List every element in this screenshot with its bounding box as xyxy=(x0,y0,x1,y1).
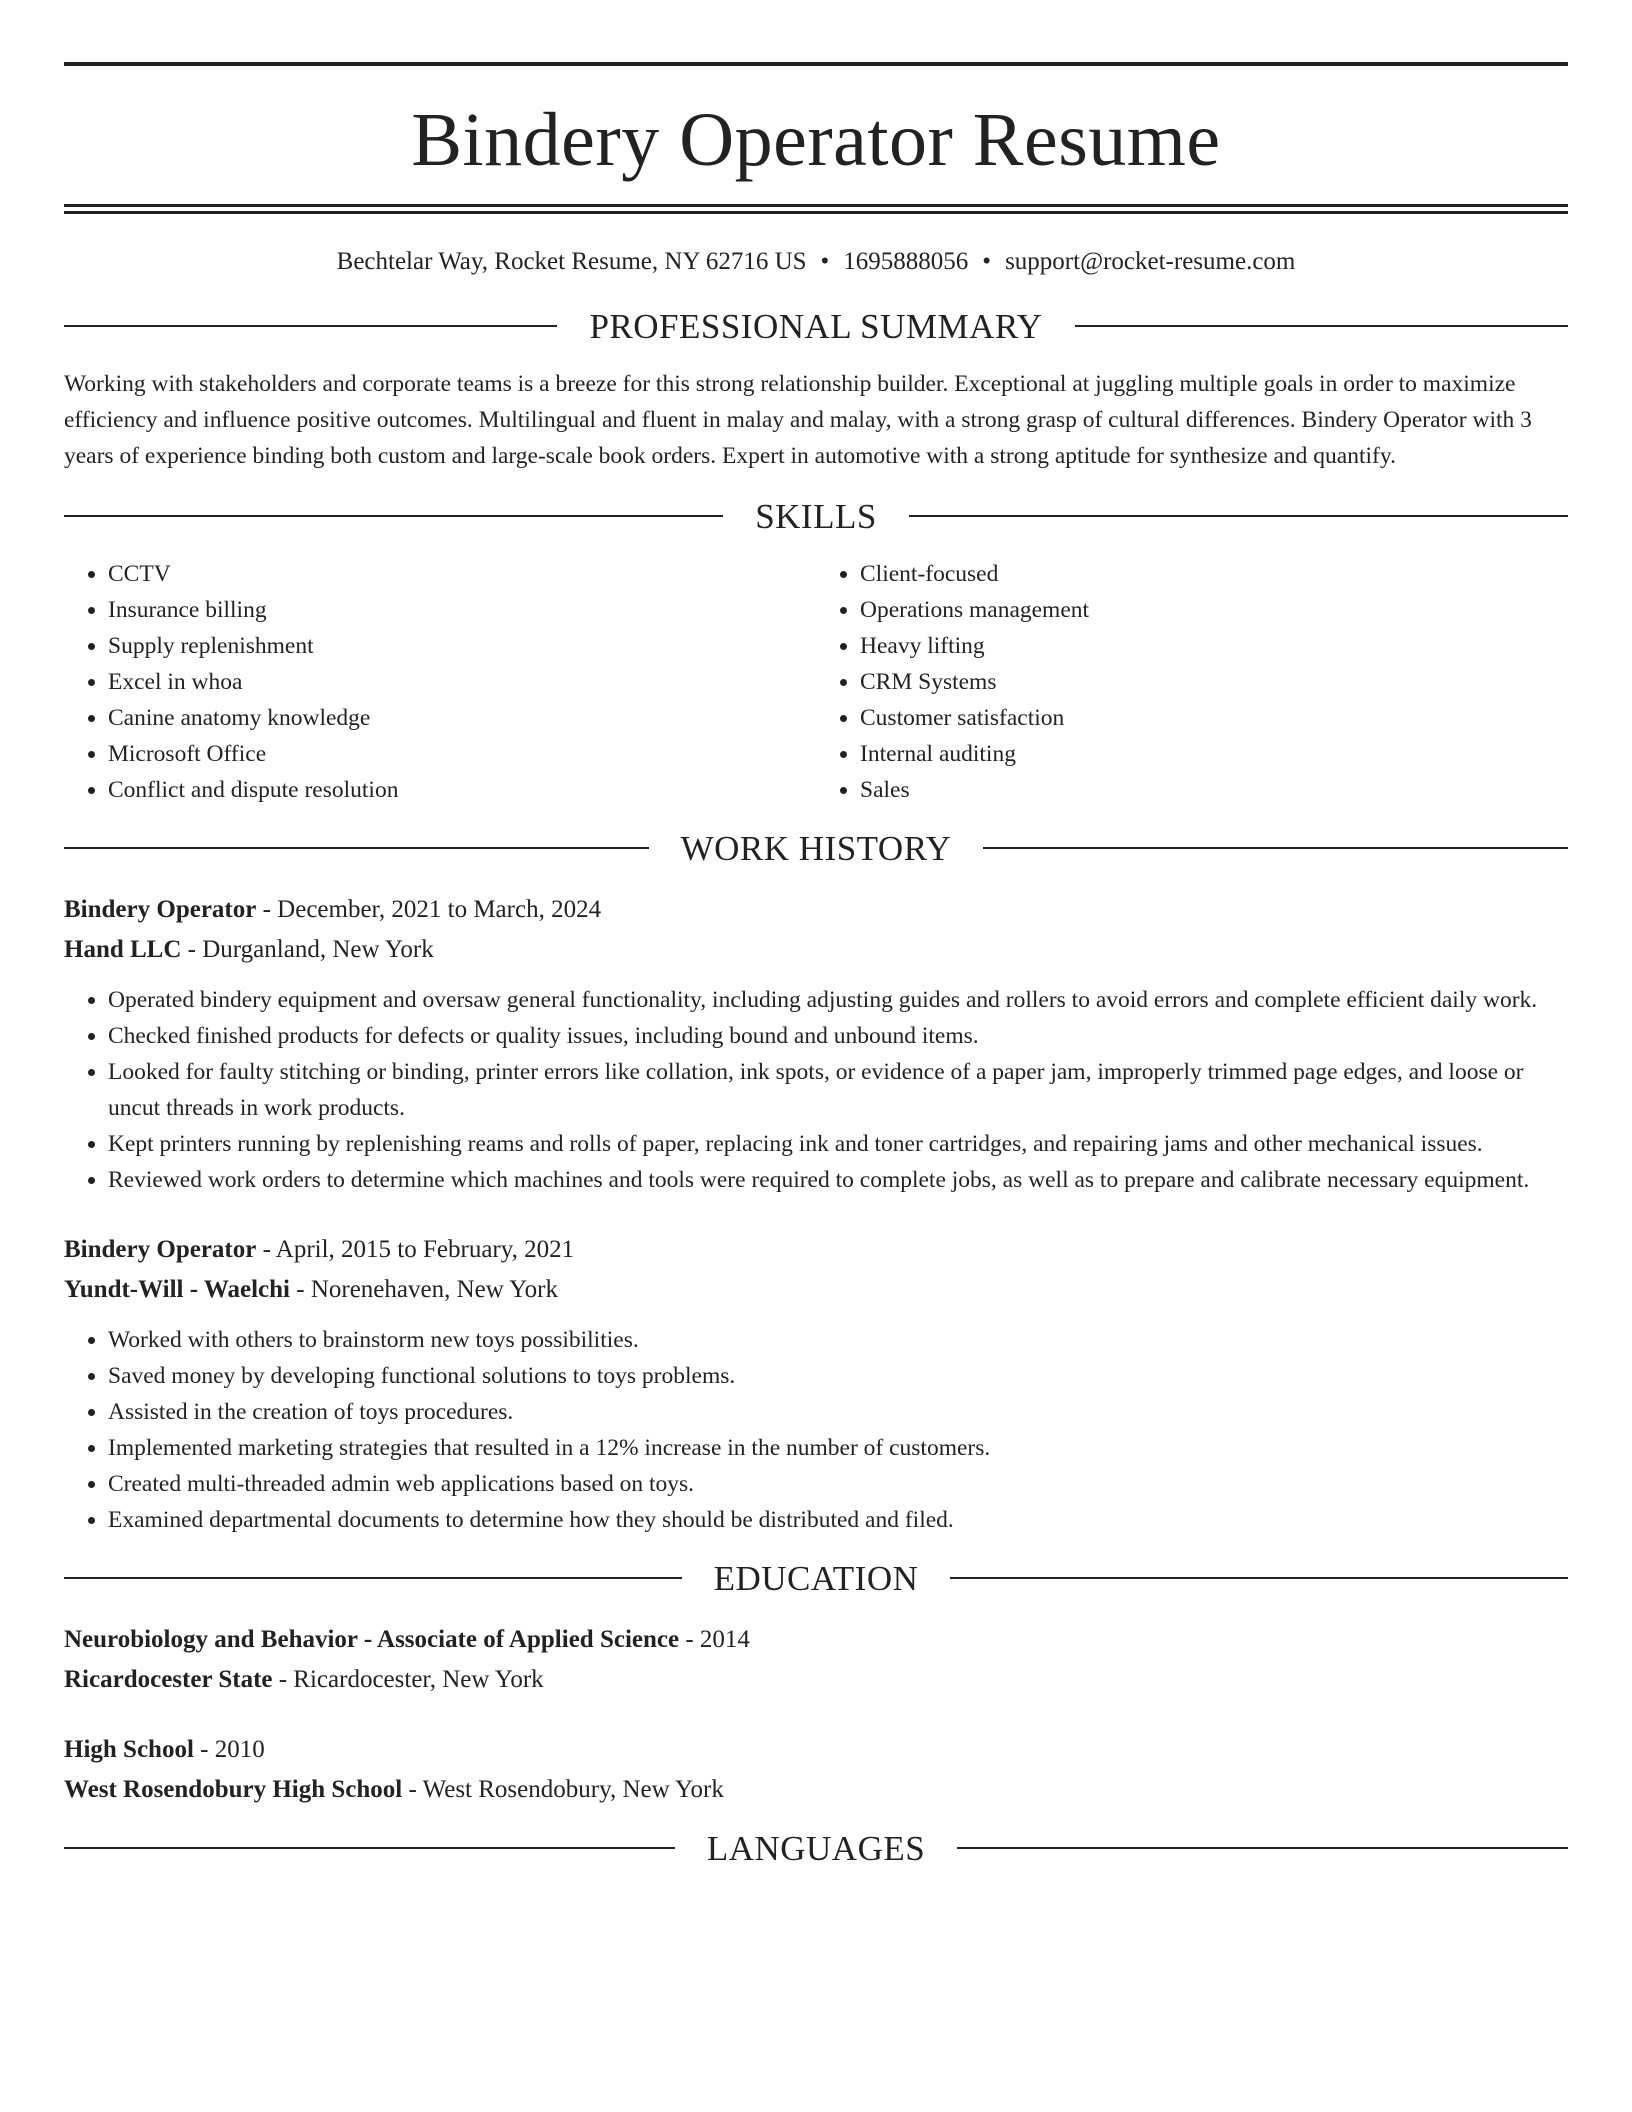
job-bullet: • Operated bindery equipment and oversaw general functionality, including adjusting guides and rollers to avoid errors and complete efficient daily work. xyxy=(108,982,1568,1018)
skill-item: • CRM Systems xyxy=(860,664,1568,700)
job-company-line xyxy=(64,930,1568,970)
divider-line xyxy=(64,515,723,517)
job-bullets xyxy=(64,1322,1568,1538)
summary-text: Working with stakeholders and corporate teams is a breeze for this strong relationship builder. Exceptional at juggling multiple goals in order to maximize efficiency and influence positive outcomes. Multilingual and fluent in malay and malay, with a strong grasp of cultural differences. Bindery Operator with 3 years of experience binding both custom and large-scale book orders. Expert in automotive with a strong aptitude for synthesize and quantify. xyxy=(64,371,1532,469)
section-title: PROFESSIONAL SUMMARY xyxy=(589,306,1043,346)
job-bullets xyxy=(64,982,1568,1198)
top-rule xyxy=(64,62,1568,66)
job-bullet: • Worked with others to brainstorm new toys possibilities. xyxy=(108,1322,1568,1358)
education-location: - West Rosendobury, New York xyxy=(402,1776,724,1803)
skill-item: • Microsoft Office xyxy=(108,736,816,772)
job-bullet: • Checked finished products for defects or quality issues, including bound and unbound items. xyxy=(108,1018,1568,1054)
education-degree-line xyxy=(64,1730,1568,1770)
job-dates: - April, 2015 to February, 2021 xyxy=(256,1236,575,1263)
education-school: Ricardocester State xyxy=(64,1666,273,1693)
job-title-line xyxy=(64,1230,1568,1270)
section-title: LANGUAGES xyxy=(706,1828,926,1868)
skill-item: • Canine anatomy knowledge xyxy=(108,700,816,736)
job-bullet: • Reviewed work orders to determine which machines and tools were required to complete jobs, as well as to prepare and calibrate necessary equipment. xyxy=(108,1162,1568,1198)
skill-item: • Sales xyxy=(860,772,1568,808)
job-dates: - December, 2021 to March, 2024 xyxy=(256,896,602,923)
skill-item: • Insurance billing xyxy=(108,592,816,628)
education-degree-line xyxy=(64,1620,1568,1660)
section-heading-languages xyxy=(64,1828,1568,1868)
job-bullet: • Assisted in the creation of toys procedures. xyxy=(108,1394,1568,1430)
divider-line xyxy=(1075,325,1568,327)
skill-item: • Supply replenishment xyxy=(108,628,816,664)
job-bullet: • Looked for faulty stitching or binding, printer errors like collation, ink spots, or evidence of a paper jam, improperly trimmed page edges, and loose or uncut threads in work products. xyxy=(108,1054,1568,1126)
education-entry xyxy=(64,1730,1568,1810)
skill-item: • Excel in whoa xyxy=(108,664,816,700)
job-location: - Norenehaven, New York xyxy=(290,1276,558,1303)
contact-separator: • xyxy=(820,248,830,275)
divider-line xyxy=(950,1577,1568,1579)
job-bullet: • Created multi-threaded admin web applications based on toys. xyxy=(108,1466,1568,1502)
job-company: Yundt-Will - Waelchi xyxy=(64,1276,290,1303)
divider-line xyxy=(64,1577,682,1579)
education-school: West Rosendobury High School xyxy=(64,1776,403,1803)
contact-phone: 1695888056 xyxy=(843,248,969,275)
job-company-line xyxy=(64,1270,1568,1310)
job-title: Bindery Operator xyxy=(64,1236,257,1263)
education-degree: High School xyxy=(64,1736,194,1763)
divider-line xyxy=(957,1847,1568,1849)
contact-email: support@rocket-resume.com xyxy=(1005,248,1296,275)
job-bullet: • Saved money by developing functional solutions to toys problems. xyxy=(108,1358,1568,1394)
section-title: EDUCATION xyxy=(713,1558,919,1598)
skill-item: • Operations management xyxy=(860,592,1568,628)
divider-line xyxy=(983,847,1568,849)
skills-list-left xyxy=(64,556,816,808)
section-heading-education xyxy=(64,1558,1568,1598)
section-heading-work xyxy=(64,828,1568,868)
education-degree: Neurobiology and Behavior - Associate of Applied Science xyxy=(64,1626,680,1653)
job-title: Bindery Operator xyxy=(64,896,257,923)
skill-item: • Internal auditing xyxy=(860,736,1568,772)
education-year: - 2010 xyxy=(193,1736,265,1763)
job-bullet: • Kept printers running by replenishing reams and rolls of paper, replacing ink and toner cartridges, and repairing jams and other mechanical issues. xyxy=(108,1126,1568,1162)
job-bullet: • Examined departmental documents to determine how they should be distributed and filed. xyxy=(108,1502,1568,1538)
job-title-line xyxy=(64,890,1568,930)
divider-line xyxy=(64,325,557,327)
skills-list-right xyxy=(816,556,1568,808)
section-title: SKILLS xyxy=(755,496,877,536)
divider-line xyxy=(64,847,649,849)
education-entry xyxy=(64,1620,1568,1700)
job-location: - Durganland, New York xyxy=(181,936,434,963)
skill-item: • Client-focused xyxy=(860,556,1568,592)
education-school-line xyxy=(64,1770,1568,1810)
job-entry xyxy=(64,890,1568,1198)
section-title: WORK HISTORY xyxy=(680,828,952,868)
skill-item: • Customer satisfaction xyxy=(860,700,1568,736)
resume-page xyxy=(64,62,1568,1868)
education-school-line xyxy=(64,1660,1568,1700)
skills-columns xyxy=(64,556,1568,808)
skill-item: • Heavy lifting xyxy=(860,628,1568,664)
skill-item: • CCTV xyxy=(108,556,816,592)
double-rule xyxy=(64,204,1568,214)
section-heading-skills xyxy=(64,496,1568,536)
job-entry xyxy=(64,1230,1568,1538)
resume-title: Bindery Operator Resume xyxy=(411,98,1221,182)
job-company: Hand LLC xyxy=(64,936,182,963)
education-location: - Ricardocester, New York xyxy=(272,1666,544,1693)
skill-item: • Conflict and dispute resolution xyxy=(108,772,816,808)
education-year: - 2014 xyxy=(679,1626,750,1653)
contact-address: Bechtelar Way, Rocket Resume, NY 62716 US xyxy=(336,248,807,275)
divider-line xyxy=(64,1847,675,1849)
job-bullet: • Implemented marketing strategies that resulted in a 12% increase in the number of customers. xyxy=(108,1430,1568,1466)
contact-separator: • xyxy=(982,248,992,275)
section-heading-summary xyxy=(64,306,1568,346)
contact-line xyxy=(64,248,1568,292)
divider-line xyxy=(909,515,1568,517)
